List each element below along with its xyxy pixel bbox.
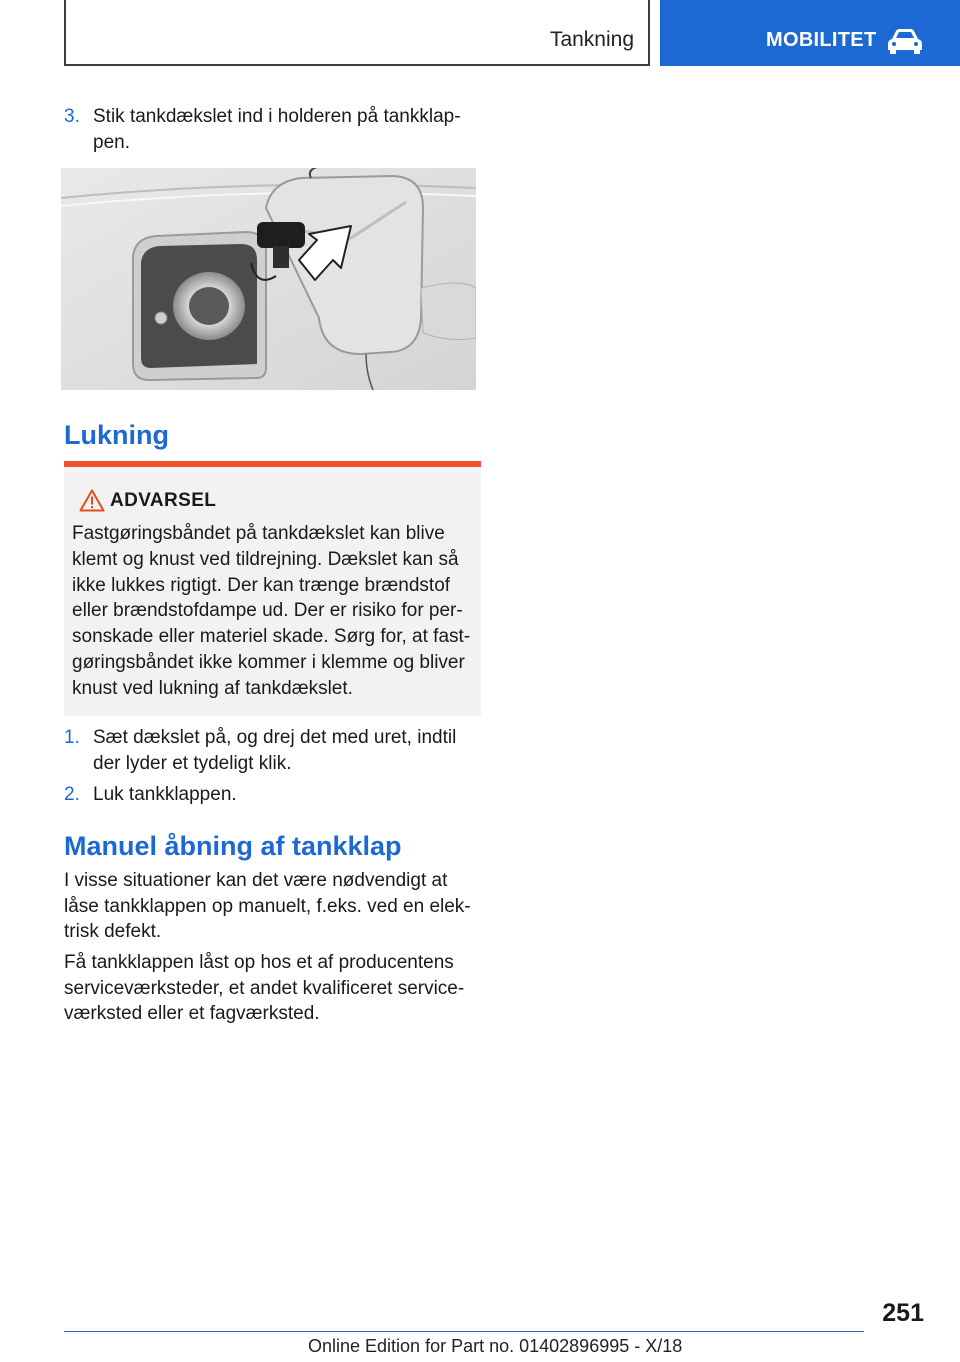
step-text: Luk tankklappen. — [93, 784, 237, 805]
section-heading-lukning: Lukning — [64, 420, 169, 450]
footer-edition-text: Online Edition for Part no. 01402896995 - X/18 — [308, 1336, 683, 1356]
page-number: 251 — [882, 1299, 924, 1327]
step-text: Stik tankdækslet ind i holderen på tankklappen. — [93, 106, 461, 153]
header-chapter-tab[interactable] — [660, 0, 960, 66]
warning-accent-bar — [64, 461, 481, 467]
warning-box — [64, 461, 481, 716]
body-paragraph: Få tankklappen låst op hos et af producentens serviceværksteder, et andet kvalificeret serviceværksted eller et fagværksted. — [64, 952, 465, 1025]
step-number: 1. — [64, 727, 80, 748]
step-number: 2. — [64, 784, 80, 805]
footer-divider — [64, 1331, 864, 1332]
step-text: Sæt dækslet på, og drej det med uret, indtil der lyder et tydeligt klik. — [93, 727, 457, 774]
step-number: 3. — [64, 106, 80, 127]
step-item — [64, 104, 482, 156]
section-heading-manual: Manuel åbning af tankklap — [64, 831, 402, 861]
car-icon — [886, 27, 924, 55]
fuel-cap-illustration — [61, 168, 476, 390]
header-section-box — [64, 0, 650, 66]
header-section-title: Tankning — [549, 28, 634, 51]
body-paragraph: I visse situationer kan det være nødvendigt at låse tankklappen op manuelt, f.eks. ved en elektrisk defekt. — [64, 870, 471, 943]
warning-triangle-icon — [79, 489, 105, 512]
warning-title: ADVARSEL — [110, 490, 217, 511]
step-item — [64, 782, 482, 808]
warning-text: Fastgøringsbåndet på tankdækslet kan blive klemt og knust ved tildrejning. Dækslet kan så ikke lukkes rigtigt. Der kan trænge brændstof eller brændstofdampe ud. Der er risiko for personskade eller materiel skade. Sørg for, at fastgøringsbåndet ikke kommer i klemme og bliver knust ved lukning af tankdækslet. — [72, 523, 471, 699]
step-item — [64, 725, 482, 777]
header-chapter-title: MOBILITET — [766, 29, 877, 51]
